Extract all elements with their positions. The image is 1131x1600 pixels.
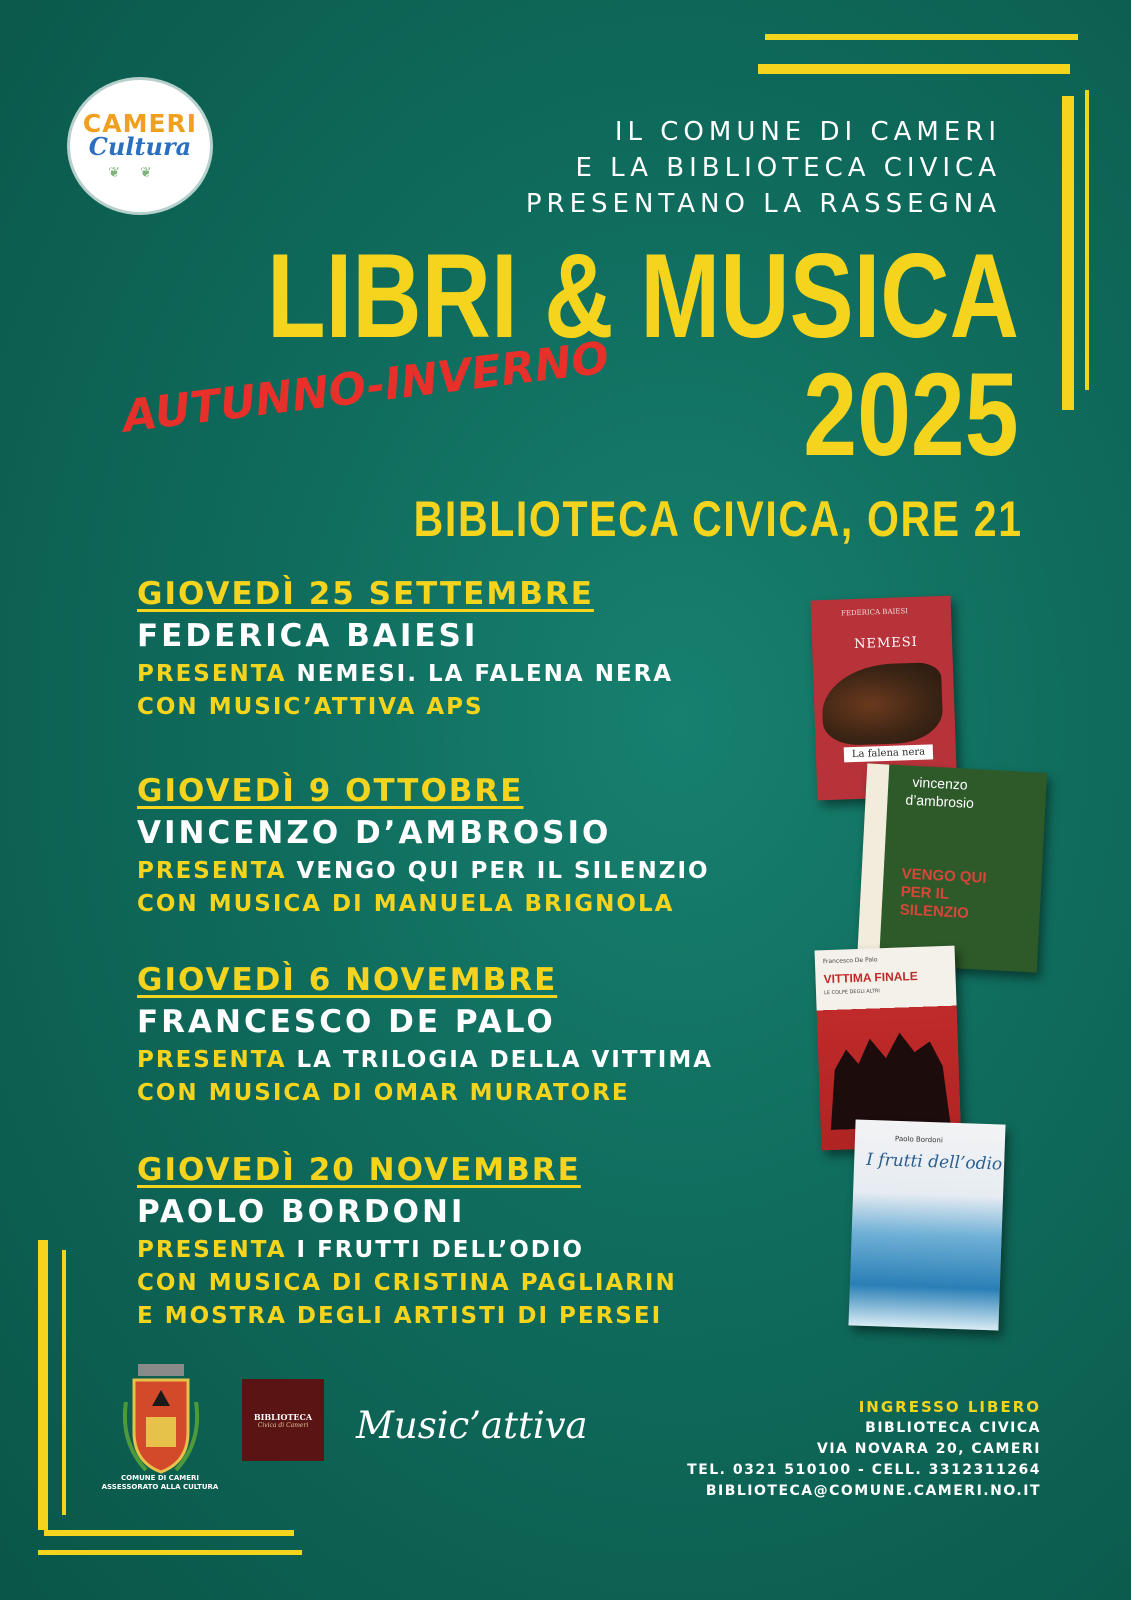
deco-line-bottom-1 <box>44 1530 294 1536</box>
presents-keyword: PRESENTA <box>137 1237 287 1263</box>
intro-line: IL COMUNE DI CAMERI <box>614 117 1001 147</box>
event-book: VENGO QUI PER IL SILENZIO <box>296 858 710 884</box>
book-cover-frutti-odio <box>848 1119 1005 1330</box>
event-date: GIOVEDÌ 6 NOVEMBRE <box>137 962 558 998</box>
biblioteca-logo <box>242 1379 324 1461</box>
event-3 <box>137 960 713 1110</box>
cover-title: I frutti dell’odio <box>865 1149 1003 1175</box>
event-extra: E MOSTRA DEGLI ARTISTI DI PERSEI <box>137 1303 663 1329</box>
event-date: GIOVEDÌ 9 OTTOBRE <box>137 773 524 809</box>
biblioteca-logo-text: BIBLIOTECA <box>253 1411 313 1422</box>
event-author: VINCENZO D’AMBROSIO <box>137 815 612 851</box>
cameri-cultura-logo <box>70 80 210 212</box>
event-year: 2025 <box>803 349 1019 481</box>
event-book: NEMESI. LA FALENA NERA <box>296 661 674 687</box>
info-email: BIBLIOTECA@COMUNE.CAMERI.NO.IT <box>705 1483 1041 1499</box>
deco-line-top-2 <box>758 64 1070 74</box>
event-date: GIOVEDÌ 25 SETTEMBRE <box>137 576 594 612</box>
deco-line-left-2 <box>62 1250 66 1515</box>
event-1 <box>137 574 673 724</box>
silhouettes-shape <box>827 1026 950 1130</box>
deco-line-right-2 <box>1085 90 1089 390</box>
logo-line2: Cultura <box>88 132 192 161</box>
event-book: I FRUTTI DELL’ODIO <box>296 1237 584 1263</box>
free-entry: INGRESSO LIBERO <box>858 1398 1041 1416</box>
event-book: LA TRILOGIA DELLA VITTIMA <box>296 1047 714 1073</box>
book-cover-vengo-qui <box>857 763 1047 972</box>
deco-line-top-1 <box>765 34 1078 40</box>
event-author: PAOLO BORDONI <box>137 1194 466 1230</box>
moth-shape <box>821 662 944 746</box>
logo-line1: CAMERI <box>82 109 198 138</box>
comune-caption <box>100 1474 220 1492</box>
contact-info <box>687 1397 1041 1502</box>
cover-title: NEMESI <box>853 634 919 653</box>
season-label: AUTUNNO-INVERNO <box>120 332 612 443</box>
deco-line-left-1 <box>38 1240 48 1530</box>
presents-keyword: PRESENTA <box>137 858 287 884</box>
comune-caption-line: COMUNE DI CAMERI <box>121 1474 199 1482</box>
event-author: FEDERICA BAIESI <box>137 618 479 654</box>
event-extra: CON MUSICA DI MANUELA BRIGNOLA <box>137 891 675 917</box>
musicattiva-logo: Music’attiva <box>356 1404 588 1447</box>
deco-line-right-1 <box>1062 96 1074 410</box>
intro-line: PRESENTANO LA RASSEGNA <box>525 189 1001 219</box>
cover-author: FEDERICA BAIESI <box>840 607 909 618</box>
event-extra: CON MUSICA DI CRISTINA PAGLIARIN <box>137 1270 677 1296</box>
event-title: LIBRI & MUSICA <box>267 229 1019 363</box>
event-4 <box>137 1150 677 1333</box>
cover-title: VENGO QUI <box>901 865 987 887</box>
intro-text <box>526 114 1001 222</box>
event-date: GIOVEDÌ 20 NOVEMBRE <box>137 1152 581 1188</box>
cover-title: VITTIMA FINALE <box>823 968 918 987</box>
deco-line-bottom-2 <box>38 1550 302 1555</box>
venue-time: BIBLIOTECA CIVICA, ORE 21 <box>413 491 1023 547</box>
cover-subtitle: La falena nera <box>844 744 934 762</box>
biblioteca-logo-subtext: Civica di Cameri <box>257 1421 309 1429</box>
presents-keyword: PRESENTA <box>137 661 287 687</box>
cover-author: d’ambrosio <box>905 791 975 812</box>
cover-author: vincenzo <box>912 773 969 793</box>
event-author: FRANCESCO DE PALO <box>137 1004 556 1040</box>
event-extra: CON MUSIC’ATTIVA APS <box>137 694 484 720</box>
laurel-icon: ❦❦ <box>108 165 172 181</box>
event-2 <box>137 771 710 921</box>
presents-keyword: PRESENTA <box>137 1047 287 1073</box>
cover-author: Francesco De Palo <box>822 956 878 966</box>
comune-caption-line: ASSESSORATO ALLA CULTURA <box>101 1483 219 1491</box>
event-extra: CON MUSICA DI OMAR MURATORE <box>137 1080 630 1106</box>
intro-line: E LA BIBLIOTECA CIVICA <box>575 153 1001 183</box>
cover-author: Paolo Bordoni <box>894 1134 943 1145</box>
cover-title: SILENZIO <box>899 901 970 922</box>
info-place: BIBLIOTECA CIVICA <box>865 1420 1041 1436</box>
comune-coat-of-arms-icon <box>116 1362 206 1482</box>
info-phones: TEL. 0321 510100 - CELL. 3312311264 <box>687 1462 1041 1478</box>
cover-subtitle: LE COLPE DEGLI ALTRI <box>823 988 880 997</box>
cover-title: PER IL <box>900 883 950 903</box>
info-address: VIA NOVARA 20, CAMERI <box>817 1441 1041 1457</box>
